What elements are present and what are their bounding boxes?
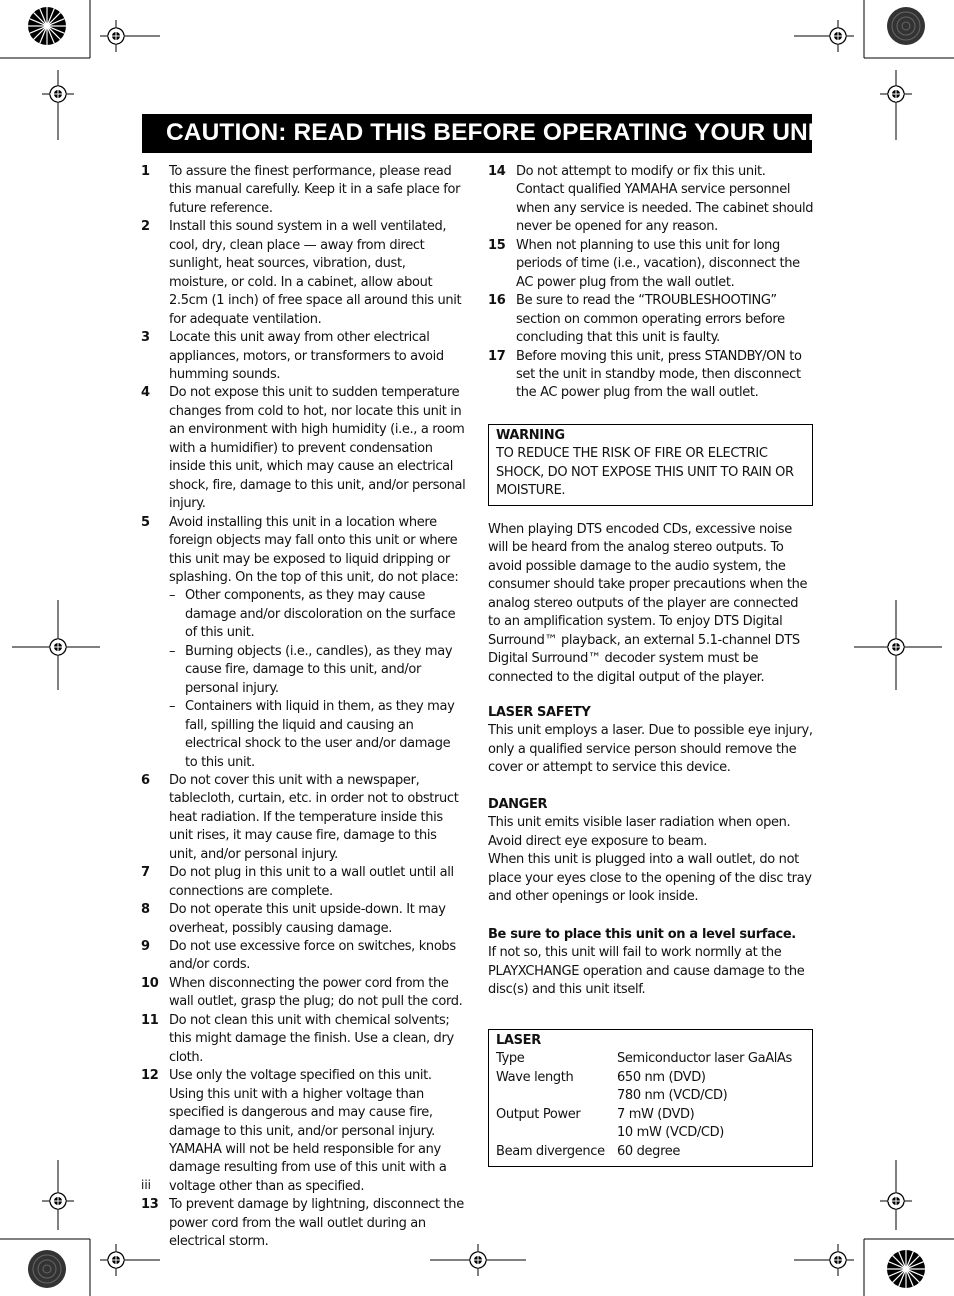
caution-item <box>141 218 466 329</box>
item-text: Before moving this unit, press STANDBY/ON to set the unit in standby mode, then disconnect the AC power plug from the wall outlet. <box>516 348 802 401</box>
item-text: Do not cover this unit with a newspaper, tablecloth, curtain, etc. in order not to obstruct heat radiation. If the temperature inside this unit rises, it may cause fire, damage to this unit, and/or personal injury. <box>169 772 459 862</box>
item-number: 4 <box>141 385 150 401</box>
danger-heading: DANGER <box>488 797 548 812</box>
warning-box <box>488 424 813 506</box>
sub-dash: – <box>169 699 176 715</box>
caution-item <box>141 514 466 588</box>
sub-dash: – <box>169 588 176 604</box>
caution-item <box>141 1196 466 1251</box>
danger-text: This unit emits visible laser radiation when open. Avoid direct eye exposure to beam. <box>488 815 791 849</box>
level-surface-heading: Be sure to place this unit on a level surface. <box>488 927 796 942</box>
spec-value: 7 mW (DVD) <box>617 1106 695 1122</box>
caution-item <box>141 384 466 513</box>
danger-section <box>488 796 814 907</box>
spec-row <box>496 1087 805 1105</box>
spec-value: 10 mW (VCD/CD) <box>617 1125 725 1141</box>
caution-item <box>141 329 466 384</box>
caution-item <box>141 864 466 901</box>
laser-spec-box <box>488 1029 813 1167</box>
caution-item <box>141 1012 466 1067</box>
spec-key: Wave length <box>496 1069 574 1085</box>
laser-safety-section <box>488 704 814 778</box>
item-number: 1 <box>141 164 150 179</box>
item-text: When disconnecting the power cord from the wall outlet, grasp the plug; do not pull the cord. <box>169 975 463 1010</box>
item-text: Do not attempt to modify or fix this unit. Contact qualified YAMAHA service personnel when any service is needed. The cabinet should never be opened for any reason. <box>516 164 814 235</box>
sub-item <box>169 643 466 698</box>
item-number: 7 <box>141 865 150 881</box>
item-text: Do not plug in this unit to a wall outlet until all connections are complete. <box>169 865 454 899</box>
sub-dash: – <box>169 643 176 659</box>
sub-item-text: Burning objects (i.e., candles), as they may cause fire, damage to this unit, and/or personal injury. <box>185 643 453 696</box>
spec-key <box>496 1087 617 1105</box>
item-number: 3 <box>141 330 150 346</box>
sub-item <box>169 587 466 642</box>
spec-key <box>496 1124 617 1142</box>
item-number: 15 <box>488 237 506 253</box>
level-surface-text: If not so, this unit will fail to work normlly at the PLAYXCHANGE operation and cause damage to the disc(s) and this unit itself. <box>488 945 805 998</box>
caution-item <box>141 1067 466 1196</box>
spec-value: Semiconductor laser GaAlAs <box>617 1051 792 1067</box>
caution-item <box>488 237 814 292</box>
spec-value: 650 nm (DVD) <box>617 1069 706 1085</box>
dts-paragraph: When playing DTS encoded CDs, excessive noise will be heard from the analog stereo outputs. To avoid possible damage to the audio system, the consumer should take proper precautions when the analog stereo outputs of the player are connected to an amplification system. To enjoy DTS Digital Surround™ playback, an external 5.1-channel DTS Digital Surround™ decoder system must be connected to the digital output of the player. <box>488 522 808 685</box>
item-number: 8 <box>141 902 150 918</box>
spec-row <box>496 1050 805 1068</box>
caution-item <box>141 975 466 1012</box>
caution-item <box>141 163 466 218</box>
caution-item <box>488 292 814 347</box>
sub-item-text: Other components, as they may cause damage and/or discoloration on the surface of this unit. <box>185 588 456 641</box>
spec-row <box>496 1106 805 1124</box>
caution-item <box>488 163 814 237</box>
spec-value: 60 degree <box>617 1143 681 1159</box>
item-text: Be sure to read the “TROUBLESHOOTING” section on common operating errors before concluding that this unit is faulty. <box>516 293 785 346</box>
item-number: 9 <box>141 939 150 955</box>
laser-safety-heading: LASER SAFETY <box>488 705 591 720</box>
item-number: 13 <box>141 1197 159 1213</box>
title-bar <box>142 114 834 153</box>
item-text: To assure the finest performance, please read this manual carefully. Keep it in a safe place for future reference. <box>169 164 461 216</box>
left-column <box>141 163 466 1252</box>
spec-key: Type <box>496 1051 525 1067</box>
item-number: 2 <box>141 219 150 235</box>
caution-item <box>488 348 814 403</box>
item-number: 5 <box>141 514 150 530</box>
page-title: CAUTION: READ THIS BEFORE OPERATING YOUR UNIT. <box>166 119 834 146</box>
item-text: Avoid installing this unit in a location where foreign objects may fall onto this unit or where this unit may be exposed to liquid dripping or splashing. On the top of this unit, do not place: <box>169 514 459 585</box>
laser-safety-text: This unit employs a laser. Due to possible eye injury, only a qualified service person should remove the cover or attempt to service this device. <box>488 723 813 776</box>
item-number: 14 <box>488 164 506 179</box>
item-number: 17 <box>488 348 506 364</box>
item-number: 11 <box>141 1012 159 1028</box>
item-number: 12 <box>141 1068 159 1084</box>
item-text: To prevent damage by lightning, disconnect the power cord from the wall outlet during an electrical storm. <box>169 1197 464 1250</box>
spec-key: Beam divergence <box>496 1143 605 1159</box>
caution-item <box>141 938 466 975</box>
item-text: Do not operate this unit upside-down. It may overheat, possibly causing damage. <box>169 902 446 936</box>
danger-text-2: When this unit is plugged into a wall outlet, do not place your eyes close to the opening of the disc tray and other openings or look inside. <box>488 852 812 905</box>
item-text: Do not expose this unit to sudden temperature changes from cold to hot, nor locate this unit in an environment with high humidity (i.e., a room with a humidifier) to prevent condensation inside this unit, which may cause an electrical shock, fire, damage to this unit, and/or personal injury. <box>169 385 466 512</box>
item-text: Use only the voltage specified on this unit. Using this unit with a higher voltage than specified is dangerous and may cause fire, damage to this unit, and/or personal injury. YAMAHA will not be held responsible for any damage resulting from use of this unit with a voltage other than as specified. <box>169 1068 447 1194</box>
right-column <box>488 163 814 403</box>
item-text: Do not clean this unit with chemical solvents; this might damage the finish. Use a clean, dry cloth. <box>169 1012 454 1065</box>
laser-spec-heading: LASER <box>496 1033 541 1048</box>
item-text: Locate this unit away from other electrical appliances, motors, or transformers to avoid humming sounds. <box>169 330 444 382</box>
warning-heading: WARNING <box>496 428 565 443</box>
item-text: Install this sound system in a well ventilated, cool, dry, clean place — away from direct sunlight, heat sources, vibration, dust, moisture, or cold. In a cabinet, allow about 2.5cm (1 inch) of free space all around this unit for adequate ventilation. <box>169 219 462 327</box>
spec-row <box>496 1143 805 1161</box>
item-number: 16 <box>488 293 506 309</box>
spec-value: 780 nm (VCD/CD) <box>617 1088 728 1104</box>
spec-row <box>496 1124 805 1142</box>
item-number: 10 <box>141 975 159 991</box>
spec-key: Output Power <box>496 1106 581 1122</box>
warning-text: TO REDUCE THE RISK OF FIRE OR ELECTRIC SHOCK, DO NOT EXPOSE THIS UNIT TO RAIN OR MOISTURE. <box>496 446 794 499</box>
level-surface-section <box>488 926 814 1000</box>
caution-item <box>141 772 466 864</box>
sub-item-text: Containers with liquid in them, as they may fall, spilling the liquid and causing an electrical shock to the user and/or damage to this unit. <box>185 699 455 770</box>
sub-item <box>169 698 466 772</box>
spec-row <box>496 1069 805 1087</box>
item-text: When not planning to use this unit for long periods of time (i.e., vacation), disconnect the AC power plug from the wall outlet. <box>516 237 800 290</box>
caution-item <box>141 901 466 938</box>
item-text: Do not use excessive force on switches, knobs and/or cords. <box>169 939 456 973</box>
page-number: iii <box>141 1178 152 1192</box>
item-number: 6 <box>141 772 150 788</box>
